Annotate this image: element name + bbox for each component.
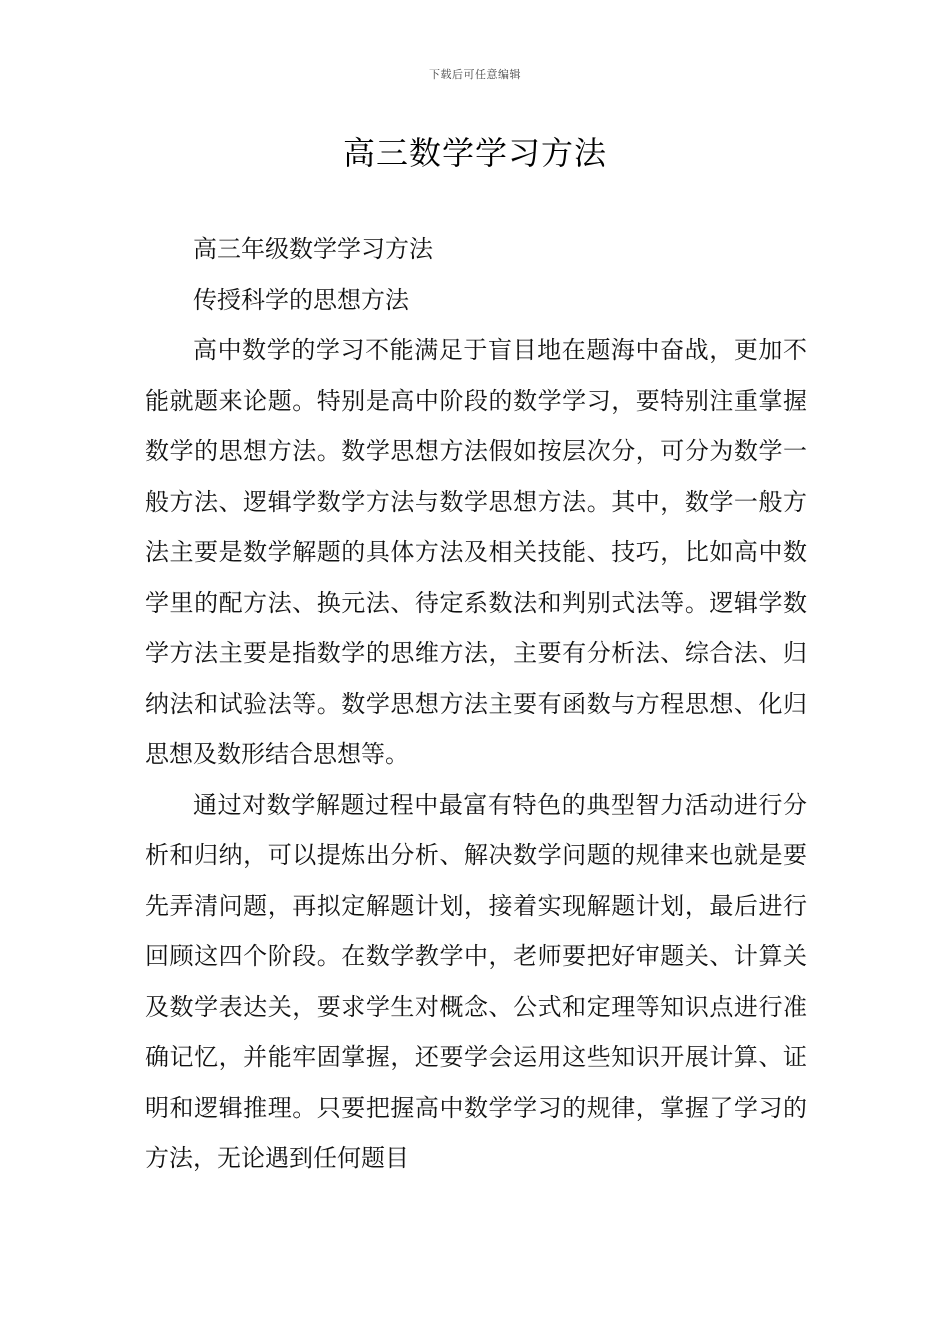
subheading-thinking-method: 传授科学的思想方法: [193, 285, 409, 314]
header-note: 下载后可任意编辑: [429, 68, 521, 81]
paragraph-problem-solving: 通过对数学解题过程中最富有特色的典型智力活动进行分析和归纳，可以提炼出分析、解决数学问题的规律来也就是要先弄清问题，再拟定解题计划，接着实现解题计划，最后进行回顾这四个阶段。在数学教学中，老师要把好审题关、计算关及数学表达关，要求学生对概念、公式和定理等知识点进行准确记忆，并能牢固掌握，还要学会运用这些知识开展计算、证明和逻辑推理。只要把握高中数学学习的规律，掌握了学习的方法，无论遇到任何题目: [145, 790, 807, 1172]
subheading-grade-method: 高三年级数学学习方法: [193, 235, 433, 263]
paragraph-thinking-methods: 高中数学的学习不能满足于盲目地在题海中奋战，更加不能就题来论题。特别是高中阶段的数学学习，要特别注重掌握数学的思想方法。数学思想方法假如按层次分，可分为数学一般方法、逻辑学数学方法与数学思想方法。其中，数学一般方法主要是数学解题的具体方法及相关技能、技巧，比如高中数学里的配方法、换元法、待定系数法和判别式法等。逻辑学数学方法主要是指数学的思维方法，主要有分析法、综合法、归纳法和试验法等。数学思想方法主要有函数与方程思想、化归思想及数形结合思想等。: [145, 336, 807, 768]
document-body: [145, 224, 807, 1184]
document-title: 高三数学学习方法: [342, 134, 607, 172]
